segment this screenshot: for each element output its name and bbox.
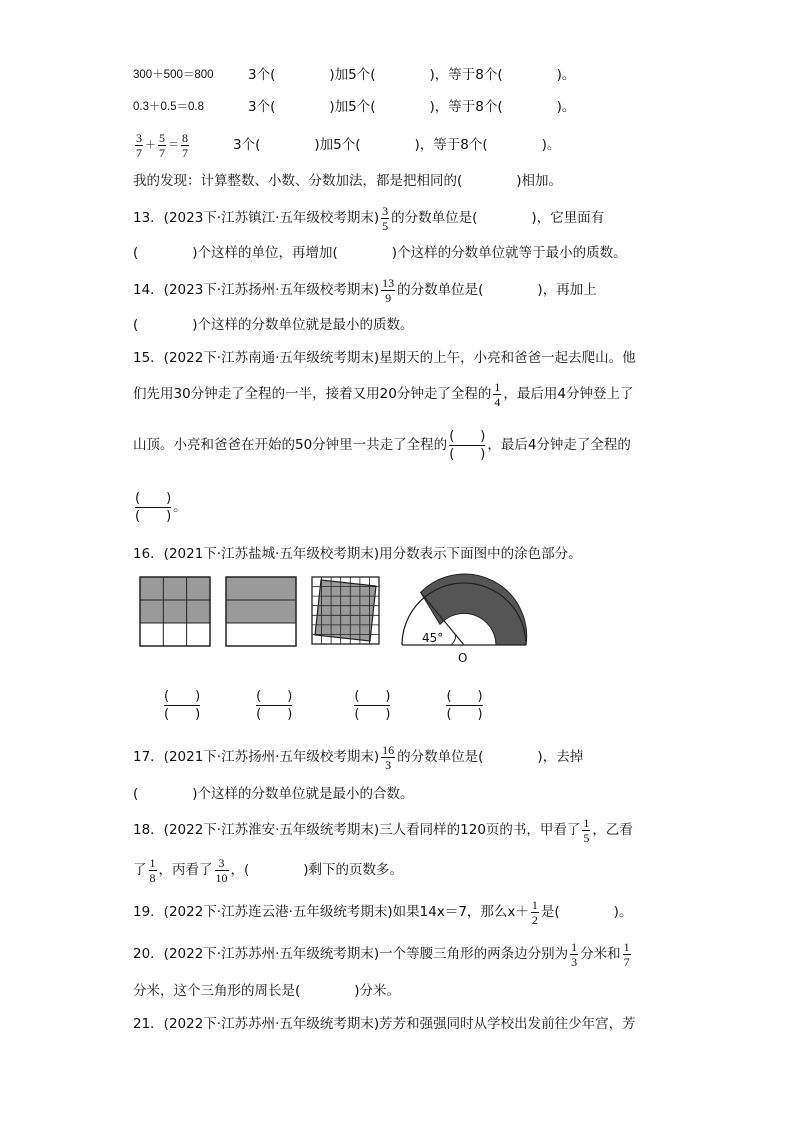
fraction: $\frac{3}{10}$ <box>215 855 228 885</box>
center-label: O <box>458 651 468 665</box>
q14-line2: ( )个这样的分数单位就是最小的质数。 <box>133 317 414 333</box>
q20-line1: 20．(2022下·江苏苏州·五年级统考期末)一个等腰三角形的两条边分别为 $\frac{1}{3}$ 分米和 $\frac{1}{7}$ <box>133 939 630 969</box>
q13-line1: 13．(2023下·江苏镇江·五年级校考期末) $\frac{3}{5}$ 的分数单位是( )，它里面有 <box>133 203 605 233</box>
fraction: $\frac{13}{9}$ <box>382 275 395 305</box>
p12-row3-text: 3个( )加5个( )，等于8个( )。 <box>233 137 561 153</box>
q19-line: 19．(2022下·江苏连云港·五年级统考期末)如果14x＝7，那么x＋ $\frac{1}{2}$ 是( )。 <box>133 897 633 927</box>
fraction: $\frac{1}{7}$ <box>623 939 630 969</box>
q17-line2: ( )个这样的分数单位就是最小的合数。 <box>133 786 414 802</box>
q18-line2: 了 $\frac{1}{8}$ ，丙看了 $\frac{3}{10}$ ，( )剩下的页数多。 <box>133 855 404 885</box>
fraction: $\frac{1}{3}$ <box>571 939 578 969</box>
q13-line2: ( )个这样的单位，再增加( )个这样的分数单位就等于最小的质数。 <box>133 245 627 261</box>
answer-blank-fraction[interactable]: ( ) ( ) <box>446 688 483 722</box>
figure-strips <box>226 577 296 646</box>
fraction: $\frac{1}{8}$ <box>149 855 156 885</box>
angle-label: 45° <box>422 631 444 645</box>
p12-row2-equation: 0.3＋0.5＝0.8 <box>133 101 204 113</box>
p12-row3-equation: $\frac{3}{7}$ ＋ $\frac{5}{7}$ ＝ $\frac{8}{7}$ <box>136 130 188 160</box>
q16-text: 16．(2021下·江苏盐城·五年级校考期末)用分数表示下面图中的涂色部分。 <box>133 546 582 562</box>
answer-blank-fraction[interactable]: ( ) ( ) <box>354 688 391 722</box>
q14-line1: 14．(2023下·江苏扬州·五年级校考期末) $\frac{13}{9}$ 的分数单位是( )，再加上 <box>133 275 597 305</box>
figure-tilted-square <box>312 577 379 644</box>
q16-answer-row <box>162 684 664 726</box>
answer-blank-fraction[interactable]: ( ) ( ) <box>256 688 293 722</box>
p12-row1-text: 3个( )加5个( )，等于8个( )。 <box>248 67 576 83</box>
figure-grid-3x3 <box>140 577 210 646</box>
p12-row1 <box>133 64 664 86</box>
p12-row2-text: 3个( )加5个( )，等于8个( )。 <box>248 99 576 115</box>
fraction: $\frac{5}{7}$ <box>159 130 165 160</box>
q15-line3: 山顶。小亮和爸爸在开始的50分钟里一共走了全程的 ( ) ( ) ，最后4分钟走了全程的 <box>133 428 631 462</box>
fraction: $\frac{16}{3}$ <box>382 742 395 772</box>
q18-line1: 18．(2022下·江苏淮安·五年级统考期末)三人看同样的120页的书，甲看了 $\frac{1}{5}$ ，乙看 <box>133 815 633 845</box>
fraction: $\frac{3}{5}$ <box>382 203 389 233</box>
p12-row1-equation: 300＋500＝800 <box>133 69 214 81</box>
fraction: $\frac{1}{4}$ <box>494 379 501 409</box>
fraction: $\frac{1}{2}$ <box>531 897 538 927</box>
q15-line2: 们先用30分钟走了全程的一半，接着又用20分钟走了全程的 $\frac{1}{4}$ ，最后用4分钟登上了 <box>133 379 634 409</box>
answer-blank-fraction[interactable]: ( ) ( ) <box>164 688 201 722</box>
q20-line2: 分米，这个三角形的周长是( )分米。 <box>133 983 401 999</box>
fraction: $\frac{8}{7}$ <box>182 130 188 160</box>
p12-row3 <box>133 128 664 162</box>
p12-row2 <box>133 96 664 118</box>
q21-line1: 21．(2022下·江苏苏州·五年级统考期末)芳芳和强强同时从学校出发前往少年宫，芳 <box>133 1016 636 1032</box>
q15-line4: ( ) ( ) 。 <box>135 490 187 524</box>
q17-line1: 17．(2021下·江苏扬州·五年级校考期末) $\frac{16}{3}$ 的分数单位是( )，去掉 <box>133 742 584 772</box>
answer-blank-fraction[interactable]: ( ) ( ) <box>135 490 172 524</box>
answer-blank-fraction[interactable]: ( ) ( ) <box>449 428 486 462</box>
figure-semicircle <box>402 574 527 665</box>
fraction: $\frac{1}{5}$ <box>583 815 590 845</box>
fraction: $\frac{3}{7}$ <box>136 130 142 160</box>
q15-line1: 15．(2022下·江苏南通·五年级统考期末)星期天的上午，小亮和爸爸一起去爬山。他 <box>133 350 636 366</box>
p12-discovery: 我的发现：计算整数、小数、分数加法，都是把相同的( )相加。 <box>133 173 563 189</box>
q16-figures <box>130 572 550 667</box>
